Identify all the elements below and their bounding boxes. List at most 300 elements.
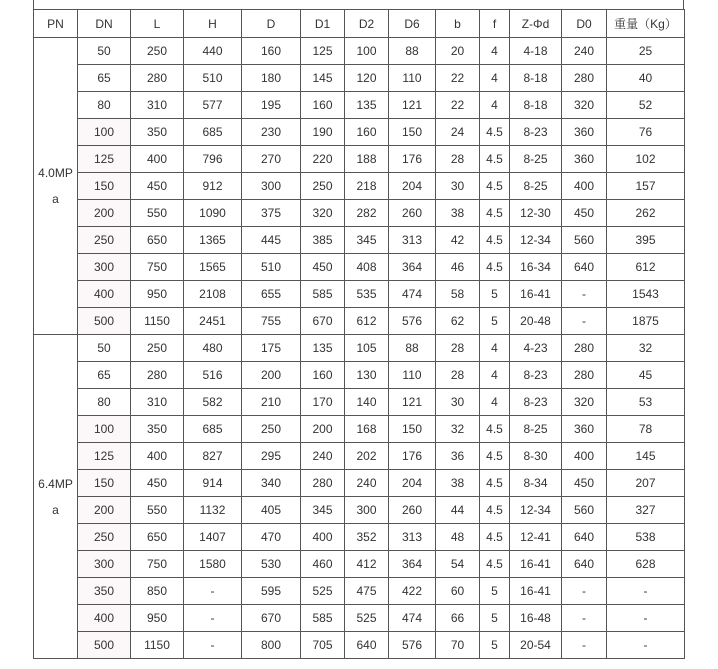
cell-d2: 408 [345,254,389,281]
cell-d2: 612 [345,308,389,335]
cell-l: 650 [131,227,184,254]
cell-l: 1150 [131,632,184,659]
cell-z-phi-d: 4-23 [510,335,562,362]
cell-d: 300 [242,173,301,200]
cell-d: 295 [242,443,301,470]
column-header-d: D [242,10,301,38]
cell-l: 450 [131,173,184,200]
cell-d1: 170 [301,389,345,416]
cell-l: 750 [131,254,184,281]
cell-l: 550 [131,497,184,524]
cell-d1: 525 [301,578,345,605]
cell-h: 685 [184,119,242,146]
cell-d: 595 [242,578,301,605]
cell-h: - [184,632,242,659]
cell-d1: 460 [301,551,345,578]
cell-b: 38 [436,470,480,497]
cell-l: 400 [131,146,184,173]
cell-weight: 40 [607,65,685,92]
cell-d: 445 [242,227,301,254]
cell-d1: 135 [301,335,345,362]
cell-b: 44 [436,497,480,524]
cell-d1: 280 [301,470,345,497]
cell-z-phi-d: 8-25 [510,146,562,173]
cell-f: 4.5 [480,443,510,470]
table-row [34,173,685,200]
cell-d1: 190 [301,119,345,146]
cell-z-phi-d: 8-18 [510,65,562,92]
table-row [34,146,685,173]
cell-weight: 157 [607,173,685,200]
cell-l: 950 [131,605,184,632]
cell-d0: 400 [562,443,607,470]
cell-d: 200 [242,362,301,389]
cell-h: 2451 [184,308,242,335]
cell-d6: 88 [389,335,436,362]
cell-d0: - [562,578,607,605]
cell-f: 4.5 [480,551,510,578]
cell-f: 5 [480,308,510,335]
cell-d0: 450 [562,470,607,497]
cell-z-phi-d: 16-41 [510,578,562,605]
cell-d0: 240 [562,38,607,65]
cell-h: 1132 [184,497,242,524]
cell-d: 510 [242,254,301,281]
column-header-z-phi-d: Z-Φd [510,10,562,38]
cell-dn: 65 [78,65,131,92]
cell-d1: 450 [301,254,345,281]
cell-d1: 345 [301,497,345,524]
cell-h: 1565 [184,254,242,281]
cell-d0: 360 [562,119,607,146]
cell-f: 4.5 [480,227,510,254]
cell-d6: 110 [389,65,436,92]
cell-weight: 538 [607,524,685,551]
cell-d2: 218 [345,173,389,200]
cell-d2: 240 [345,470,389,497]
cell-h: 577 [184,92,242,119]
cell-d0: 400 [562,173,607,200]
cell-f: 4.5 [480,524,510,551]
cell-b: 42 [436,227,480,254]
cell-z-phi-d: 16-34 [510,254,562,281]
cell-d: 655 [242,281,301,308]
cell-d2: 188 [345,146,389,173]
cell-weight: 78 [607,416,685,443]
cell-weight: 1543 [607,281,685,308]
cell-h: 1365 [184,227,242,254]
cell-dn: 100 [78,416,131,443]
table-row [34,92,685,119]
cell-d1: 145 [301,65,345,92]
cell-dn: 150 [78,470,131,497]
column-header-d1: D1 [301,10,345,38]
cell-d6: 364 [389,551,436,578]
cell-d2: 475 [345,578,389,605]
cell-z-phi-d: 12-41 [510,524,562,551]
cell-d6: 204 [389,470,436,497]
cell-z-phi-d: 16-41 [510,551,562,578]
cell-l: 280 [131,362,184,389]
cell-dn: 80 [78,389,131,416]
cell-d2: 300 [345,497,389,524]
cell-d6: 474 [389,605,436,632]
pressure-group-cell: 4.0MPa [34,38,78,335]
cell-h: 1407 [184,524,242,551]
column-header-l: L [131,10,184,38]
cell-b: 24 [436,119,480,146]
table-row [34,119,685,146]
table-row [34,497,685,524]
cell-d0: 360 [562,146,607,173]
cell-b: 46 [436,254,480,281]
cell-d0: 560 [562,497,607,524]
header-row [34,10,685,38]
cell-d6: 364 [389,254,436,281]
cell-b: 58 [436,281,480,308]
cell-d2: 525 [345,605,389,632]
cell-d6: 150 [389,119,436,146]
cell-z-phi-d: 8-25 [510,173,562,200]
table-row [34,470,685,497]
cell-d0: 640 [562,551,607,578]
cell-b: 22 [436,92,480,119]
cell-z-phi-d: 12-30 [510,200,562,227]
cell-f: 4.5 [480,146,510,173]
cell-dn: 200 [78,497,131,524]
cell-d1: 320 [301,200,345,227]
table-row [34,416,685,443]
cell-z-phi-d: 8-23 [510,362,562,389]
cell-d0: 450 [562,200,607,227]
cell-d2: 412 [345,551,389,578]
table-row [34,38,685,65]
cell-weight: - [607,632,685,659]
cell-d2: 130 [345,362,389,389]
valve-spec-table [33,9,685,659]
cell-h: 914 [184,470,242,497]
cell-d2: 345 [345,227,389,254]
table-row [34,335,685,362]
cell-d: 210 [242,389,301,416]
table-row [34,281,685,308]
cell-d0: 640 [562,524,607,551]
cell-d2: 202 [345,443,389,470]
cell-h: 582 [184,389,242,416]
cell-weight: - [607,578,685,605]
cell-d1: 585 [301,281,345,308]
cell-weight: 327 [607,497,685,524]
cell-h: 685 [184,416,242,443]
cell-z-phi-d: 8-25 [510,416,562,443]
cell-d1: 160 [301,362,345,389]
cell-z-phi-d: 16-41 [510,281,562,308]
cell-d2: 168 [345,416,389,443]
cell-d: 530 [242,551,301,578]
cell-weight: 53 [607,389,685,416]
cell-f: 5 [480,578,510,605]
cell-h: 440 [184,38,242,65]
cell-d6: 88 [389,38,436,65]
cell-d2: 352 [345,524,389,551]
cell-weight: 25 [607,38,685,65]
table-body [34,38,685,659]
cell-dn: 300 [78,551,131,578]
cell-h: 516 [184,362,242,389]
cell-d0: 640 [562,254,607,281]
pressure-group-cell: 6.4MPa [34,335,78,659]
cell-f: 4 [480,92,510,119]
spec-table-frame [33,0,684,661]
cell-dn: 300 [78,254,131,281]
cell-d2: 160 [345,119,389,146]
cell-h: 2108 [184,281,242,308]
cell-f: 4 [480,335,510,362]
cell-d: 405 [242,497,301,524]
cell-b: 30 [436,173,480,200]
column-header-d6: D6 [389,10,436,38]
cell-d1: 400 [301,524,345,551]
cell-f: 4 [480,38,510,65]
cell-d2: 140 [345,389,389,416]
cell-z-phi-d: 4-18 [510,38,562,65]
cell-l: 650 [131,524,184,551]
cell-d: 340 [242,470,301,497]
cell-z-phi-d: 12-34 [510,227,562,254]
cell-d0: - [562,308,607,335]
table-row [34,227,685,254]
cell-dn: 125 [78,146,131,173]
cell-h: 912 [184,173,242,200]
cell-dn: 500 [78,308,131,335]
cell-weight: 628 [607,551,685,578]
cell-d0: 280 [562,65,607,92]
cell-weight: 45 [607,362,685,389]
table-row [34,308,685,335]
cell-d0: 320 [562,92,607,119]
cell-d6: 121 [389,389,436,416]
cell-weight: 1875 [607,308,685,335]
column-header-b: b [436,10,480,38]
cell-dn: 200 [78,200,131,227]
cell-l: 280 [131,65,184,92]
cell-z-phi-d: 8-23 [510,119,562,146]
cell-f: 4.5 [480,173,510,200]
cell-d: 195 [242,92,301,119]
cell-l: 250 [131,335,184,362]
cell-d0: 280 [562,335,607,362]
cell-l: 400 [131,443,184,470]
cell-d0: 280 [562,362,607,389]
cell-l: 250 [131,38,184,65]
table-row [34,524,685,551]
cell-d6: 121 [389,92,436,119]
cell-weight: 262 [607,200,685,227]
table-row [34,254,685,281]
cell-d1: 705 [301,632,345,659]
cell-z-phi-d: 8-30 [510,443,562,470]
cell-b: 48 [436,524,480,551]
cell-d0: - [562,281,607,308]
cell-dn: 150 [78,173,131,200]
cell-d1: 220 [301,146,345,173]
cell-z-phi-d: 16-48 [510,605,562,632]
cell-d6: 576 [389,308,436,335]
cell-weight: 207 [607,470,685,497]
cell-d2: 640 [345,632,389,659]
cell-h: - [184,605,242,632]
cell-f: 5 [480,281,510,308]
cell-d6: 110 [389,362,436,389]
table-row [34,551,685,578]
cell-b: 70 [436,632,480,659]
cell-dn: 50 [78,335,131,362]
cell-weight: - [607,605,685,632]
cell-dn: 500 [78,632,131,659]
cell-weight: 145 [607,443,685,470]
cell-h: 510 [184,65,242,92]
cell-f: 4.5 [480,416,510,443]
cell-d2: 535 [345,281,389,308]
cell-dn: 400 [78,605,131,632]
cell-weight: 612 [607,254,685,281]
cell-d6: 313 [389,524,436,551]
table-row [34,605,685,632]
table-row [34,578,685,605]
cell-d6: 150 [389,416,436,443]
cell-d1: 240 [301,443,345,470]
cell-f: 4.5 [480,470,510,497]
cell-d2: 135 [345,92,389,119]
cell-f: 5 [480,605,510,632]
cell-b: 22 [436,65,480,92]
cell-z-phi-d: 8-23 [510,389,562,416]
cell-l: 950 [131,281,184,308]
cell-d6: 176 [389,443,436,470]
cell-b: 66 [436,605,480,632]
cell-b: 20 [436,38,480,65]
cell-d1: 385 [301,227,345,254]
table-row [34,65,685,92]
cell-d6: 576 [389,632,436,659]
cell-z-phi-d: 12-34 [510,497,562,524]
cell-dn: 400 [78,281,131,308]
cell-dn: 250 [78,524,131,551]
cell-h: 1090 [184,200,242,227]
cell-d2: 282 [345,200,389,227]
cell-dn: 65 [78,362,131,389]
table-row [34,443,685,470]
cell-dn: 350 [78,578,131,605]
cell-l: 1150 [131,308,184,335]
cell-d1: 250 [301,173,345,200]
cell-weight: 102 [607,146,685,173]
cell-f: 4 [480,389,510,416]
cell-l: 310 [131,389,184,416]
cell-l: 350 [131,416,184,443]
cell-d0: - [562,605,607,632]
cell-z-phi-d: 8-34 [510,470,562,497]
cell-z-phi-d: 8-18 [510,92,562,119]
cell-b: 54 [436,551,480,578]
cell-h: 796 [184,146,242,173]
cell-d: 160 [242,38,301,65]
cell-d1: 585 [301,605,345,632]
cell-d1: 160 [301,92,345,119]
cell-d6: 204 [389,173,436,200]
table-row [34,362,685,389]
cell-d0: 320 [562,389,607,416]
cell-d: 755 [242,308,301,335]
cell-b: 32 [436,416,480,443]
cell-d: 270 [242,146,301,173]
cell-b: 60 [436,578,480,605]
cell-d: 250 [242,416,301,443]
column-header-pn: PN [34,10,78,38]
cell-dn: 125 [78,443,131,470]
cell-z-phi-d: 20-54 [510,632,562,659]
cell-d6: 260 [389,497,436,524]
cell-weight: 76 [607,119,685,146]
cell-f: 4.5 [480,254,510,281]
cell-weight: 395 [607,227,685,254]
cell-d2: 100 [345,38,389,65]
table-row [34,389,685,416]
cell-d6: 260 [389,200,436,227]
cell-d1: 125 [301,38,345,65]
cell-weight: 32 [607,335,685,362]
cell-d0: - [562,632,607,659]
cell-l: 350 [131,119,184,146]
cell-z-phi-d: 20-48 [510,308,562,335]
column-header-weight: 重量（Kg） [607,10,685,38]
cell-l: 310 [131,92,184,119]
column-header-f: f [480,10,510,38]
cell-d0: 360 [562,416,607,443]
cell-b: 28 [436,146,480,173]
cell-l: 850 [131,578,184,605]
cell-l: 550 [131,200,184,227]
cell-d0: 560 [562,227,607,254]
cell-b: 30 [436,389,480,416]
cell-b: 28 [436,335,480,362]
cell-h: 827 [184,443,242,470]
cell-b: 36 [436,443,480,470]
cell-d6: 422 [389,578,436,605]
cell-d2: 105 [345,335,389,362]
cell-f: 4 [480,65,510,92]
cell-d: 470 [242,524,301,551]
cell-b: 38 [436,200,480,227]
cell-l: 450 [131,470,184,497]
cell-b: 62 [436,308,480,335]
cell-dn: 50 [78,38,131,65]
column-header-d0: D0 [562,10,607,38]
cell-d6: 474 [389,281,436,308]
cell-d1: 670 [301,308,345,335]
cell-b: 28 [436,362,480,389]
cell-f: 4.5 [480,200,510,227]
cell-h: 1580 [184,551,242,578]
cell-dn: 100 [78,119,131,146]
cell-d: 230 [242,119,301,146]
cell-d: 375 [242,200,301,227]
cell-dn: 80 [78,92,131,119]
cell-l: 750 [131,551,184,578]
cell-d1: 200 [301,416,345,443]
cell-h: - [184,578,242,605]
cell-d2: 120 [345,65,389,92]
